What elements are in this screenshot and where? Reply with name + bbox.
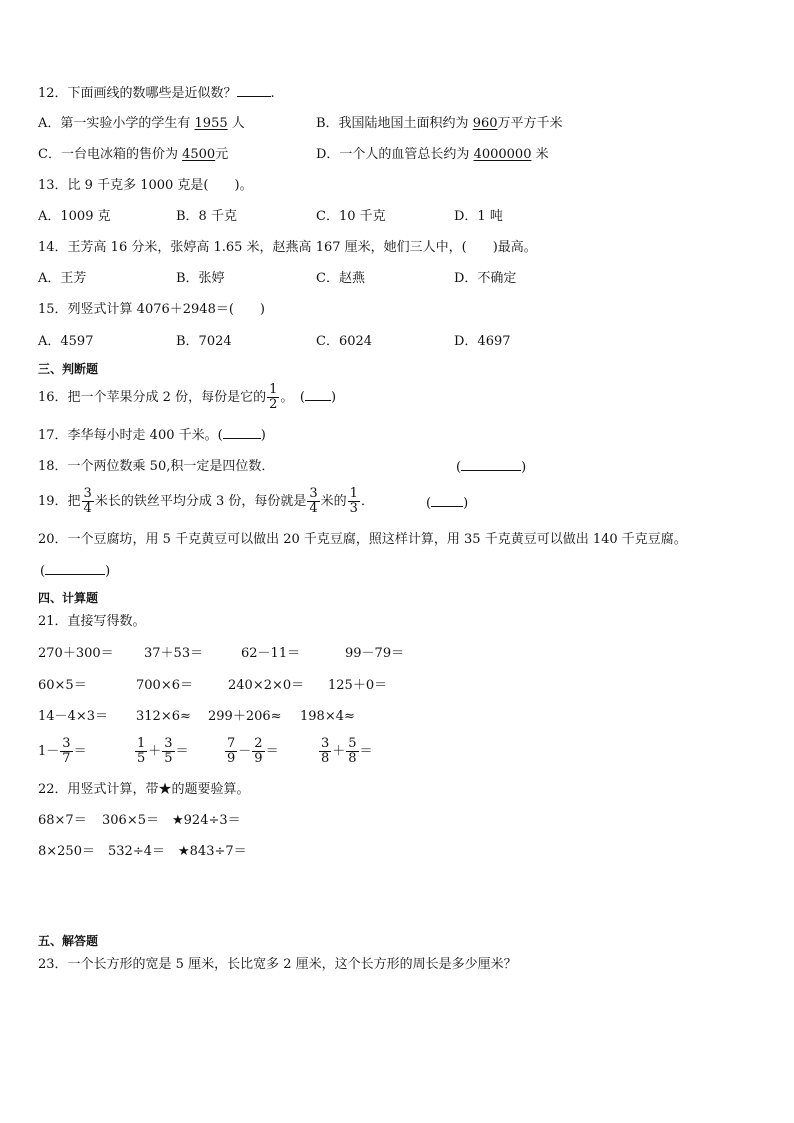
calc-item: 99－79＝: [345, 646, 405, 661]
calc-item: 62－11＝: [241, 646, 301, 661]
question-19: 19．把 $\frac{3}{4}$ 米长的铁丝平均分成 3 份，每份就是 $\frac{3}{4}$ 米的 $\frac{1}{3}$ ．: [38, 486, 374, 516]
calc-item: 60×5＝: [38, 678, 87, 693]
calc-item: 700×6＝: [136, 678, 193, 693]
q12-option-d: D．一个人的血管总长约为 4000000 米: [316, 147, 549, 162]
question-16: 16．把一个苹果分成 2 份，每份是它的 $\frac{1}{2}$ 。 ( ): [38, 382, 337, 412]
q12-option-b: B．我国陆地国土面积约为 960万平方千米: [316, 116, 563, 131]
q19-answer-bracket: ( ): [426, 496, 469, 511]
calc-item: 198×4≈: [300, 709, 355, 724]
question-17: 17．李华每小时走 400 千米。( ): [38, 428, 266, 443]
calc-item: 37＋53＝: [144, 646, 204, 661]
answer-blank: [305, 388, 331, 401]
calc-fraction-item: $\frac{7}{9}$ － $\frac{2}{9}$ ＝: [227, 736, 279, 766]
q13-option-d: D．1 吨: [454, 209, 503, 224]
q13-option-c: C．10 千克: [316, 209, 386, 224]
q18-answer-bracket: ( ): [456, 460, 527, 475]
section-heading-calculation: 四、计算题: [38, 591, 99, 605]
q12-option-c: C．一台电冰箱的售价为 4500元: [38, 147, 229, 162]
q14-option-d: D．不确定: [454, 271, 517, 286]
q15-option-a: A．4597: [38, 334, 94, 349]
calc-item: 532÷4＝: [108, 844, 165, 859]
q14-option-b: B．张婷: [176, 271, 225, 286]
calc-fraction-item: $\frac{1}{5}$ ＋ $\frac{3}{5}$ ＝: [137, 736, 189, 766]
calc-item: 240×2×0＝: [228, 678, 305, 693]
section-heading-solve: 五、解答题: [38, 934, 99, 948]
question-20: 20．一个豆腐坊，用 5 千克黄豆可以做出 20 千克豆腐，照这样计算，用 35 千克黄豆可以做出 140 千克豆腐。: [38, 532, 687, 547]
question-21-stem: 21．直接写得数。: [38, 614, 146, 629]
q13-option-a: A．1009 克: [38, 209, 111, 224]
calc-item: 306×5＝: [102, 813, 159, 828]
q15-option-c: C．6024: [316, 334, 373, 349]
q15-option-b: B．7024: [176, 334, 232, 349]
calc-item: 270＋300＝: [38, 646, 114, 661]
calc-item: 8×250＝: [38, 844, 95, 859]
calc-item: 125＋0＝: [328, 678, 388, 693]
question-12-stem: 12．下面画线的数哪些是近似数？ .: [38, 86, 275, 101]
question-18: 18．一个两位数乘 50,积一定是四位数．: [38, 459, 275, 474]
fraction: $\frac{1}{2}$: [269, 382, 278, 412]
answer-blank: [237, 84, 271, 97]
calc-item: ★924÷3＝: [172, 813, 241, 828]
section-heading-judgement: 三、判断题: [38, 362, 99, 376]
calc-item: 312×6≈: [136, 709, 191, 724]
q12-option-a: A．第一实验小学的学生有 1955 人: [38, 116, 245, 131]
q14-option-a: A．王芳: [38, 271, 87, 286]
calc-item: 14－4×3＝: [38, 709, 108, 724]
answer-blank: [461, 458, 521, 471]
fraction: $\frac{1}{3}$: [349, 486, 358, 516]
calc-item: 299＋206≈: [208, 709, 282, 724]
question-23: 23．一个长方形的宽是 5 厘米，长比宽多 2 厘米，这个长方形的周长是多少厘米？: [38, 957, 517, 972]
fraction: $\frac{3}{4}$: [83, 486, 92, 516]
calc-item: ★843÷7＝: [178, 844, 247, 859]
question-22-stem: 22．用竖式计算，带★的题要验算。: [38, 782, 250, 797]
fraction: $\frac{3}{4}$: [309, 486, 318, 516]
answer-blank: [431, 494, 463, 507]
q20-answer-bracket: ( ): [40, 564, 111, 579]
q14-option-c: C．赵燕: [316, 271, 365, 286]
answer-blank: [45, 562, 105, 575]
question-13-stem: 13．比 9 千克多 1000 克是( )。: [38, 178, 253, 193]
question-15-stem: 15．列竖式计算 4076＋2948＝( ): [38, 302, 265, 317]
answer-blank: [223, 426, 261, 439]
q13-option-b: B．8 千克: [176, 209, 237, 224]
calc-item: 68×7＝: [38, 813, 87, 828]
calc-fraction-item: 1－ $\frac{3}{7}$ ＝: [38, 736, 87, 766]
q15-option-d: D．4697: [454, 334, 511, 349]
question-14-stem: 14．王芳高 16 分米，张婷高 1.65 米，赵燕高 167 厘米，她们三人中，( )最高。: [38, 240, 537, 255]
calc-fraction-item: $\frac{3}{8}$ ＋ $\frac{5}{8}$ ＝: [321, 736, 373, 766]
